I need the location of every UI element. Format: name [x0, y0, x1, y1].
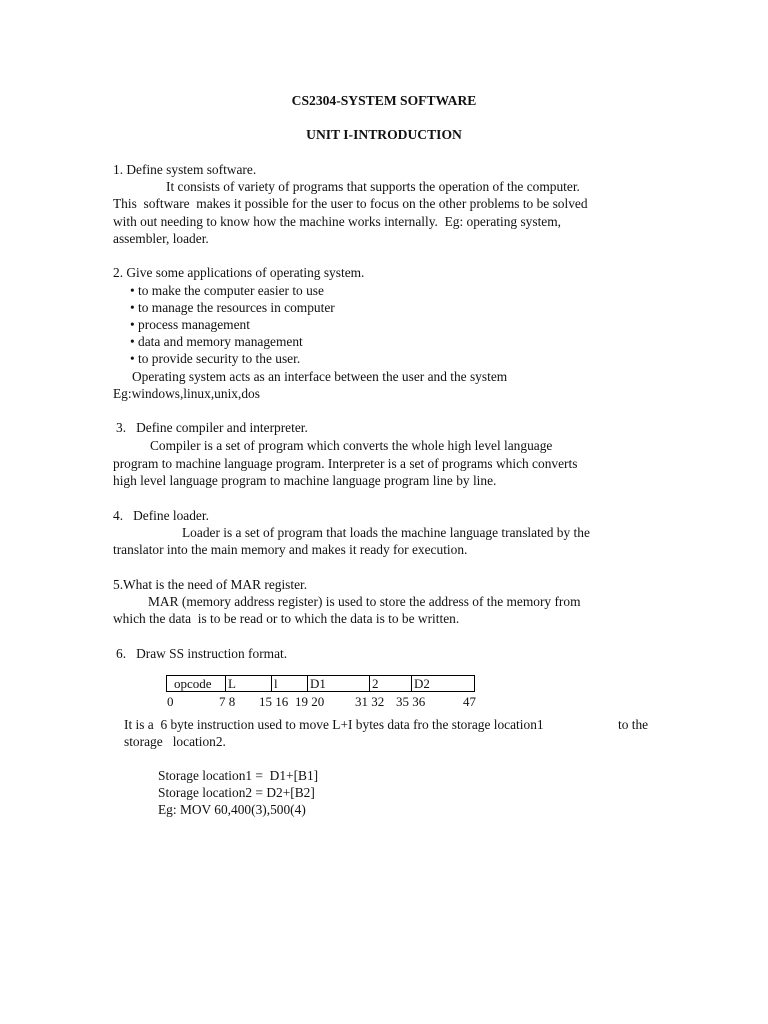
q2-question: 2. Give some applications of operating system. — [113, 265, 365, 280]
format-divider — [411, 676, 412, 691]
bit-position: 0 — [167, 694, 174, 709]
unit-title: UNIT I-INTRODUCTION — [306, 127, 462, 142]
q6-formula: Storage location1 = D1+[B1] — [158, 768, 319, 783]
q2-bullet: • data and memory management — [130, 334, 303, 349]
q2-closing-line: Eg:windows,linux,unix,dos — [113, 386, 260, 401]
bit-position: 15 16 — [259, 694, 289, 709]
format-field-opcode: opcode — [174, 676, 212, 691]
bit-position: 19 20 — [295, 694, 325, 709]
ss-instruction-format-table — [166, 675, 475, 692]
q2-bullet: • to provide security to the user. — [130, 351, 301, 366]
format-field-d2: D2 — [414, 676, 430, 691]
q6-formula: Storage location2 = D2+[B2] — [158, 785, 315, 800]
format-field-l: l — [274, 676, 278, 691]
format-divider — [369, 676, 370, 691]
q6-formula: Eg: MOV 60,400(3),500(4) — [158, 802, 306, 817]
q1-answer-line: assembler, loader. — [113, 231, 209, 246]
q4-answer-line: Loader is a set of program that loads the machine language translated by the — [182, 525, 590, 540]
q2-bullet: • process management — [130, 317, 250, 332]
bit-position: 31 32 — [355, 694, 385, 709]
format-divider — [271, 676, 272, 691]
q2-bullet: • to make the computer easier to use — [130, 283, 324, 298]
q5-answer-line: which the data is to be read or to which the data is to be written. — [113, 611, 460, 626]
format-field-d1: D1 — [310, 676, 326, 691]
format-field-length: L — [228, 676, 236, 691]
q1-answer-line: with out needing to know how the machine works internally. Eg: operating system, — [113, 214, 562, 229]
bit-position: 7 8 — [219, 694, 236, 709]
course-title: CS2304-SYSTEM SOFTWARE — [291, 93, 477, 108]
q1-question: 1. Define system software. — [113, 162, 257, 177]
bit-position: 35 36 — [396, 694, 426, 709]
q1-answer-line: It consists of variety of programs that supports the operation of the computer. — [166, 179, 580, 194]
q4-question: 4. Define loader. — [113, 508, 209, 523]
q3-answer-line: high level language program to machine language program line by line. — [113, 473, 497, 488]
format-divider — [225, 676, 226, 691]
q6-description-line: storage location2. — [124, 734, 226, 749]
q5-question: 5.What is the need of MAR register. — [113, 577, 308, 592]
q5-answer-line: MAR (memory address register) is used to store the address of the memory from — [148, 594, 581, 609]
q6-description-tail: to the — [618, 717, 649, 732]
format-divider — [307, 676, 308, 691]
q3-question: 3. Define compiler and interpreter. — [116, 420, 308, 435]
q2-closing-line: Operating system acts as an interface between the user and the system — [132, 369, 508, 384]
q6-question: 6. Draw SS instruction format. — [116, 646, 288, 661]
bit-position: 47 — [463, 694, 476, 709]
q4-answer-line: translator into the main memory and makes it ready for execution. — [113, 542, 468, 557]
q6-description-line: It is a 6 byte instruction used to move L+I bytes data fro the storage location1 — [124, 717, 544, 732]
q3-answer-line: Compiler is a set of program which converts the whole high level language — [150, 438, 553, 453]
format-field-b2: 2 — [372, 676, 379, 691]
q3-answer-line: program to machine language program. Interpreter is a set of programs which converts — [113, 456, 578, 471]
q2-bullet: • to manage the resources in computer — [130, 300, 335, 315]
q1-answer-line: This software makes it possible for the user to focus on the other problems to be solved — [113, 196, 588, 211]
